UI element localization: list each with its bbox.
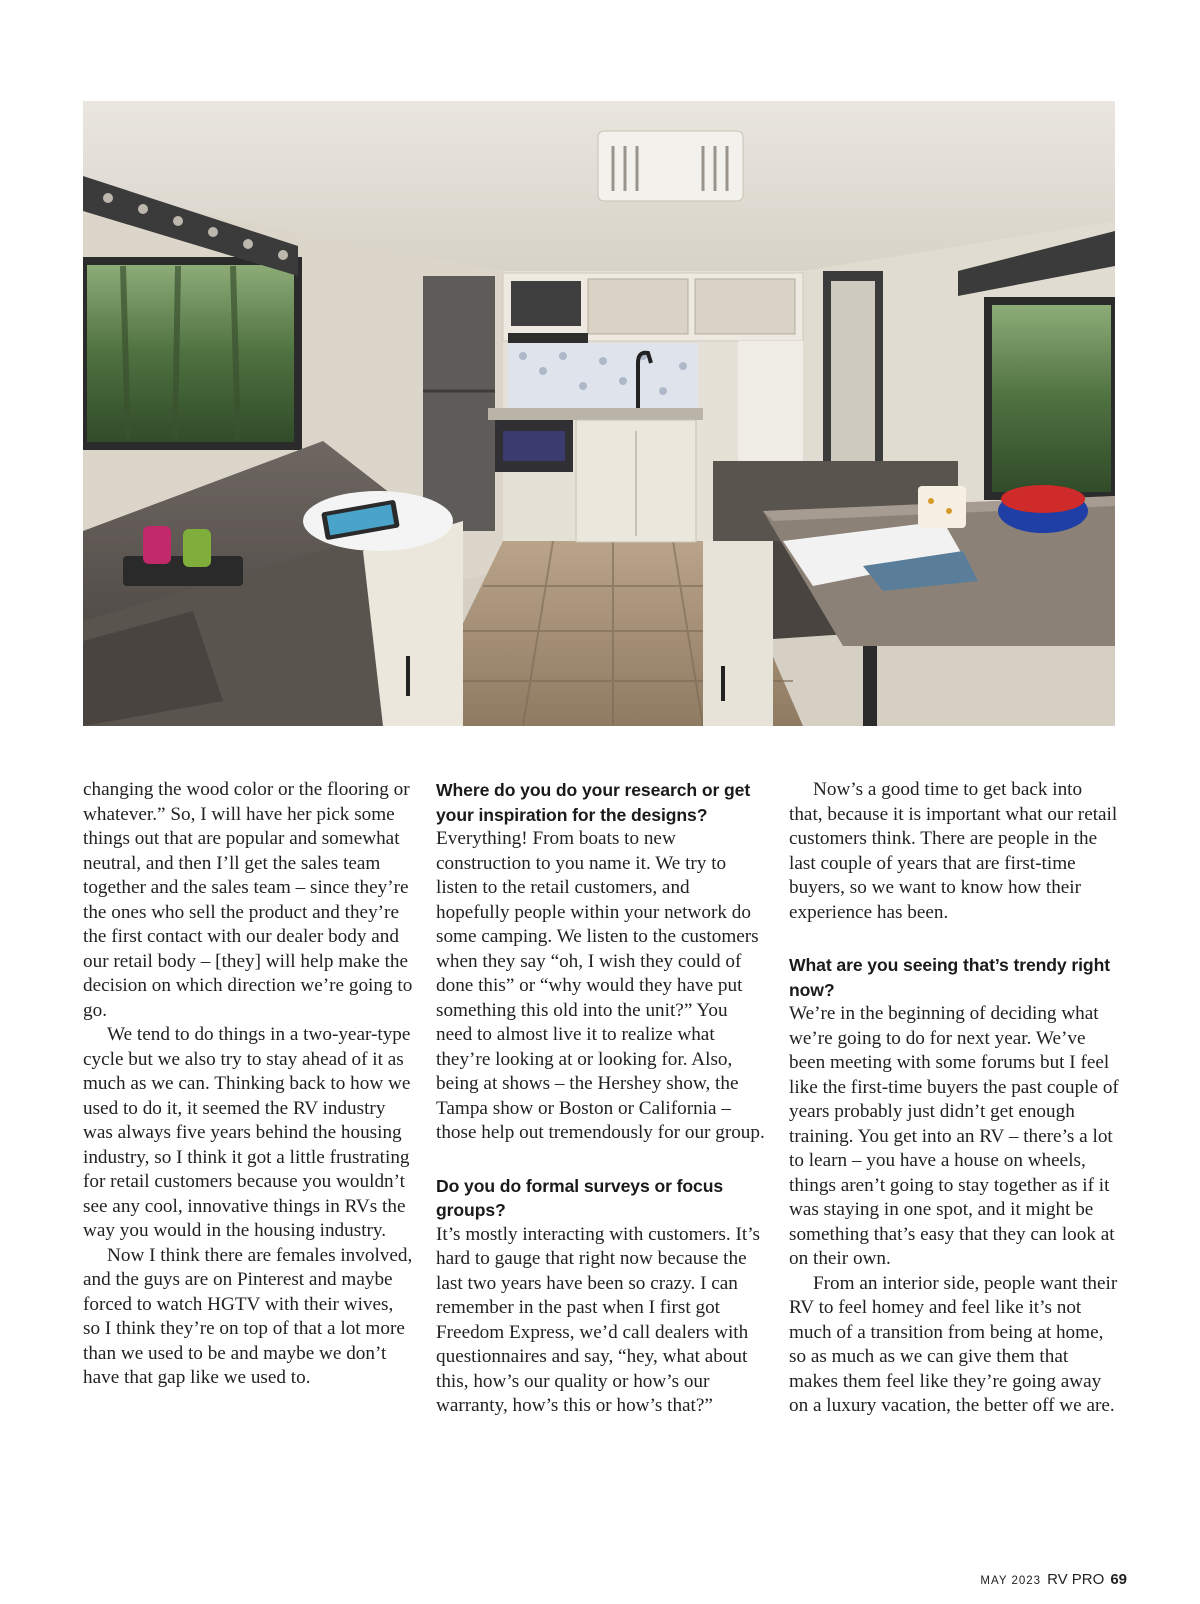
answer-paragraph: We’re in the beginning of deciding what we’re going to do for next year. We’ve been meeting with some forums but I feel like the first-time buyers the past couple of years probably just didn’t get enough training. You get into an RV – there’s a lot to learn – you have a house on wheels, things aren’t going to stay together as if it was staying in one spot, and it might be something that’s easy that they can look at on their own. [789,1003,1119,1269]
article-column-3 [789,778,1119,1419]
rv-interior-illustration [83,101,1115,726]
question-heading: What are you seeing that’s trendy right now? [789,955,1110,1000]
body-paragraph: changing the wood color or the flooring or whatever.” So, I will have her pick some things out that are popular and somewhat neutral, and then I’ll get the sales team together and the sales team – since they’re the ones who sell the product and they’re the first contact with our dealer body and our retail body – [they] will help make the decision on which direction we’re going to go. [83,779,413,1021]
issue-date: MAY 2023 [980,1575,1042,1587]
answer-paragraph: From an interior side, people want their RV to feel homey and feel like it’s not much of a transition from being at home, so as much as we can give them that makes them feel like they’re going away on a luxury vacation, the better off we are. [789,1272,1118,1416]
body-paragraph: We tend to do things in a two-year-type cycle but we also try to stay ahead of it as much as we can. Thinking back to how we used to do it, it seemed the RV industry was always five years behind the housing industry, so I think it got a little frustrating for retail customers because you wouldn’t see any cool, innovative things in RVs the way you would in the housing industry. [83,1024,411,1241]
question-heading: Where do you do your research or get your inspiration for the designs? [436,780,751,825]
article-column-1 [83,778,413,1391]
article-column-2 [436,778,766,1419]
rv-interior-photo [83,101,1115,726]
body-paragraph: Now I think there are females involved, and the guys are on Pinterest and maybe forced to watch HGTV with their wives, so I think they’re on top of that a lot more than we used to be and maybe we don’t have that gap like we used to. [83,1244,413,1388]
page-footer [980,1571,1127,1588]
page-number: 69 [1110,1571,1127,1588]
answer-paragraph: Everything! From boats to new construction to you name it. We try to listen to the retail customers, and hopefully people within your network do some camping. We listen to the customers when they say “oh, I wish they could of done this” or “why would they have put something this old into the unit?” You need to almost live it to realize what they’re looking at or looking for. Also, being at shows – the Hershey show, the Tampa show or Boston or California – those help out tremendously for our group. [436,828,765,1143]
answer-paragraph: It’s mostly interacting with customers. It’s hard to gauge that right now because the last two years have been so crazy. I can remember in the past when I first got Freedom Express, we’d call dealers with questionnaires and say, “hey, what about this, how’s our quality or how’s our warranty, how’s this or how’s that?” [436,1223,761,1416]
body-paragraph: Now’s a good time to get back into that, because it is important what our retail customers think. There are people in the last couple of years that are first-time buyers, so we want to know how their experience has been. [789,779,1118,923]
question-heading: Do you do formal surveys or focus groups? [436,1175,724,1220]
magazine-name: RV PRO [1047,1571,1105,1588]
